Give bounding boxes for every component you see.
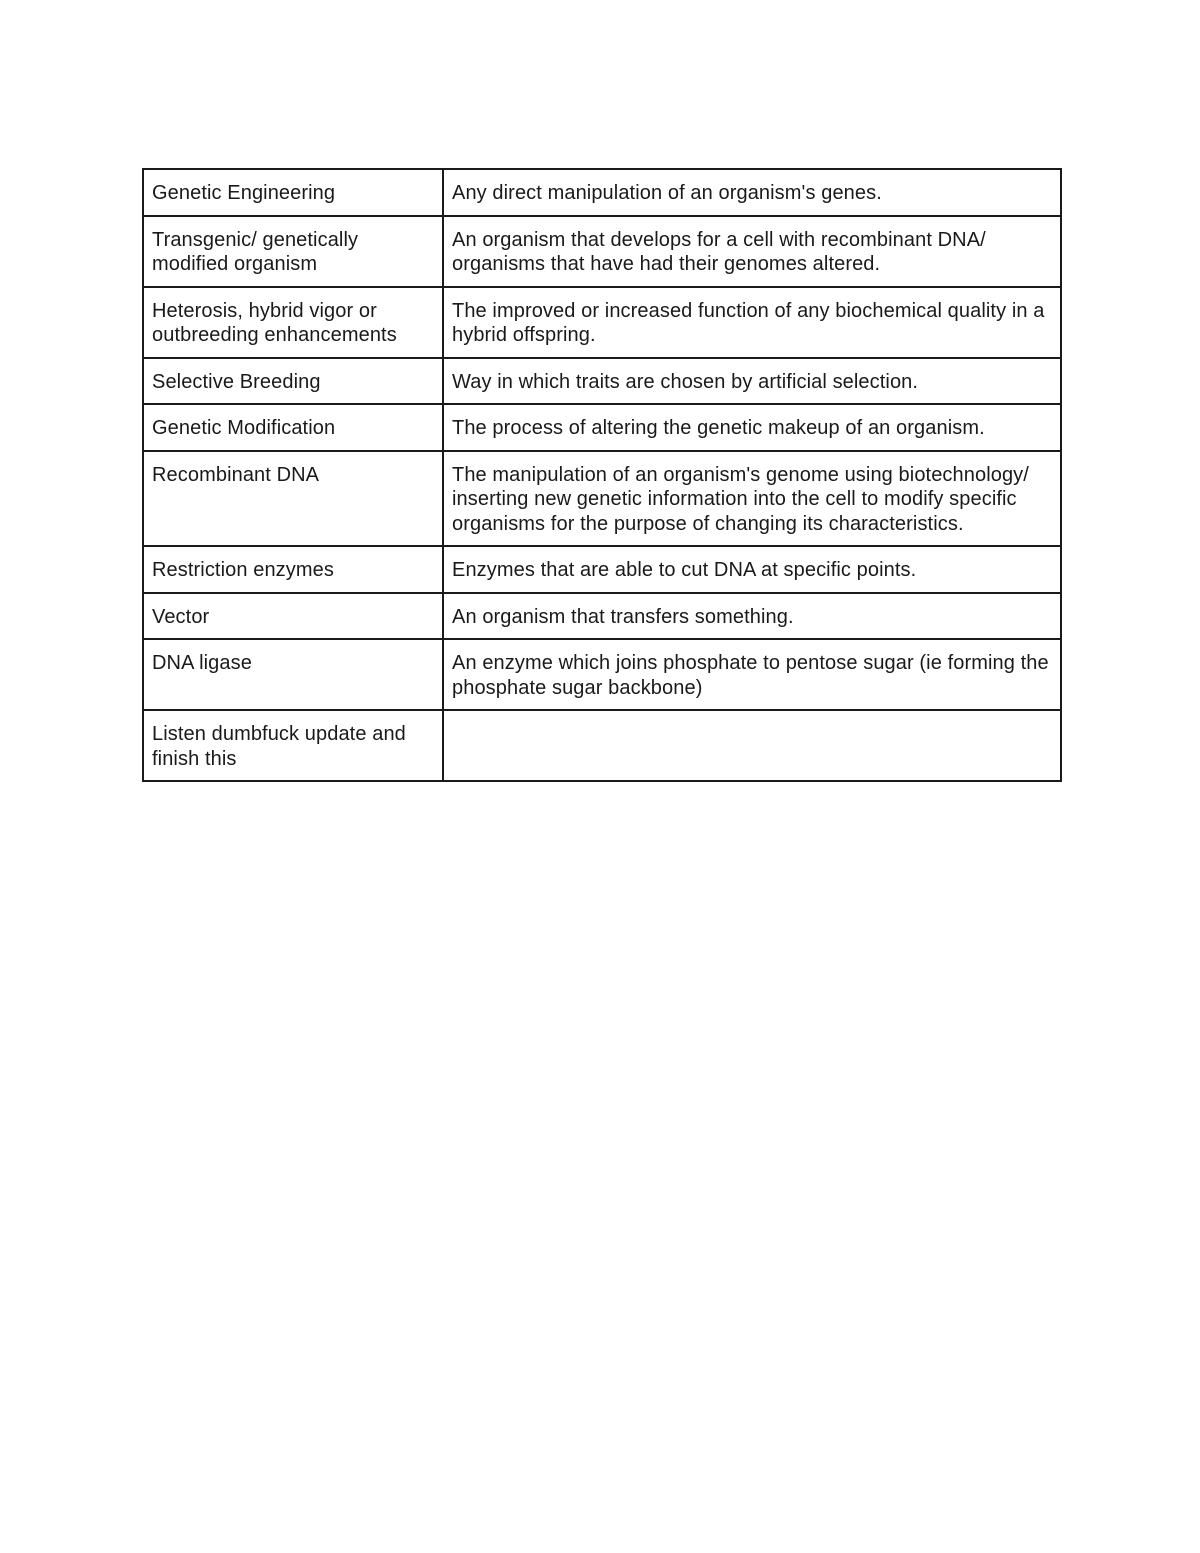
term-cell: Genetic Modification: [143, 404, 443, 451]
table-row: [143, 593, 1061, 640]
definition-cell: [443, 710, 1061, 781]
table-row: [143, 169, 1061, 216]
table-row: [143, 216, 1061, 287]
table-row: [143, 451, 1061, 547]
definition-cell: An organism that transfers something.: [443, 593, 1061, 640]
table-row: [143, 358, 1061, 405]
table-row: [143, 639, 1061, 710]
definition-cell: An enzyme which joins phosphate to pentose sugar (ie forming the phosphate sugar backbone): [443, 639, 1061, 710]
definition-cell: Enzymes that are able to cut DNA at specific points.: [443, 546, 1061, 593]
term-cell: Recombinant DNA: [143, 451, 443, 547]
term-cell: Selective Breeding: [143, 358, 443, 405]
term-cell: Vector: [143, 593, 443, 640]
definition-cell: Any direct manipulation of an organism's genes.: [443, 169, 1061, 216]
definition-cell: The manipulation of an organism's genome using biotechnology/ inserting new genetic information into the cell to modify specific organisms for the purpose of changing its characteristics.: [443, 451, 1061, 547]
term-cell: Restriction enzymes: [143, 546, 443, 593]
definition-cell: The improved or increased function of any biochemical quality in a hybrid offspring.: [443, 287, 1061, 358]
glossary-table: [142, 168, 1062, 782]
table-row: [143, 546, 1061, 593]
term-cell: Listen dumbfuck update and finish this: [143, 710, 443, 781]
term-cell: DNA ligase: [143, 639, 443, 710]
definition-cell: An organism that develops for a cell with recombinant DNA/ organisms that have had their genomes altered.: [443, 216, 1061, 287]
definition-cell: Way in which traits are chosen by artificial selection.: [443, 358, 1061, 405]
term-cell: Heterosis, hybrid vigor or outbreeding enhancements: [143, 287, 443, 358]
table-row: [143, 287, 1061, 358]
table-row: [143, 404, 1061, 451]
term-cell: Transgenic/ genetically modified organism: [143, 216, 443, 287]
definition-cell: The process of altering the genetic makeup of an organism.: [443, 404, 1061, 451]
table-row: [143, 710, 1061, 781]
term-cell: Genetic Engineering: [143, 169, 443, 216]
